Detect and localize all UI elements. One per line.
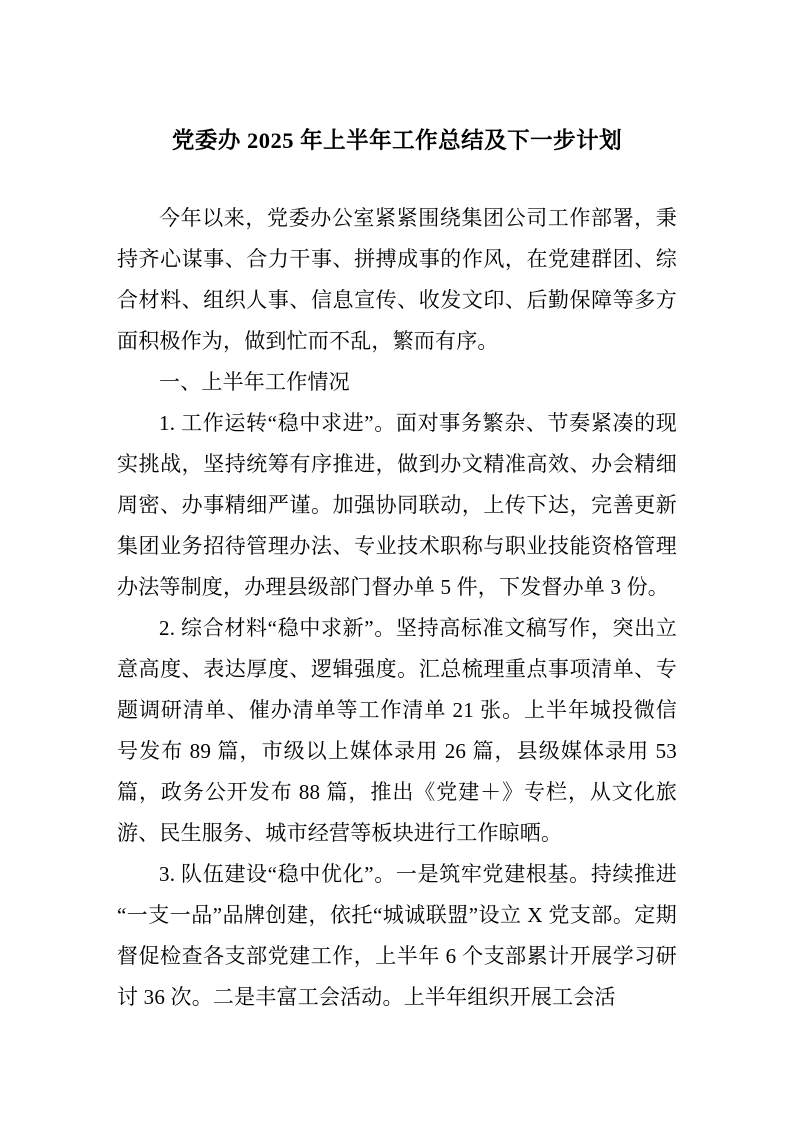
document-title: 党委办 2025 年上半年工作总结及下一步计划 <box>171 128 623 153</box>
paragraph-intro: 今年以来，党委办公室紧紧围绕集团公司工作部署，秉持齐心谋事、合力干事、拼搏成事的作风，在党建群团、综合材料、组织人事、信息宣传、收发文印、后勤保障等多方面积极作为，做到忙而不乱，繁而有序。 <box>117 206 677 353</box>
paragraph-work-operation: 1. 工作运转“稳中求进”。面对事务繁杂、节奏紧凑的现实挑战，坚持统筹有序推进，做到办文精准高效、办会精细周密、办事精细严谨。加强协同联动，上传下达，完善更新集团业务招待管理办法、专业技术职称与职业技能资格管理办法等制度，办理县级部门督办单 5 件，下发督办单 3 份。 <box>117 411 677 599</box>
section-heading-first-half-work: 一、上半年工作情况 <box>159 370 350 394</box>
paragraph-team-building: 3. 队伍建设“稳中优化”。一是筑牢党建根基。持续推进“一支一品”品牌创建，依托“城诚联盟”设立 X 党支部。定期督促检查各支部党建工作，上半年 6 个支部累计开展学习研讨 36 次。二是丰富工会活动。上半年组织开展工会活 <box>117 862 677 1009</box>
paragraph-comprehensive-materials: 2. 综合材料“稳中求新”。坚持高标准文稿写作，突出立意高度、表达厚度、逻辑强度。汇总梳理重点事项清单、专题调研清单、催办清单等工作清单 21 张。上半年城投微信号发布 89 篇，市级以上媒体录用 26 篇，县级媒体录用 53 篇，政务公开发布 88 篇，推出《党建＋》专栏，从文化旅游、民生服务、城市经营等板块进行工作晾晒。 <box>117 616 677 845</box>
